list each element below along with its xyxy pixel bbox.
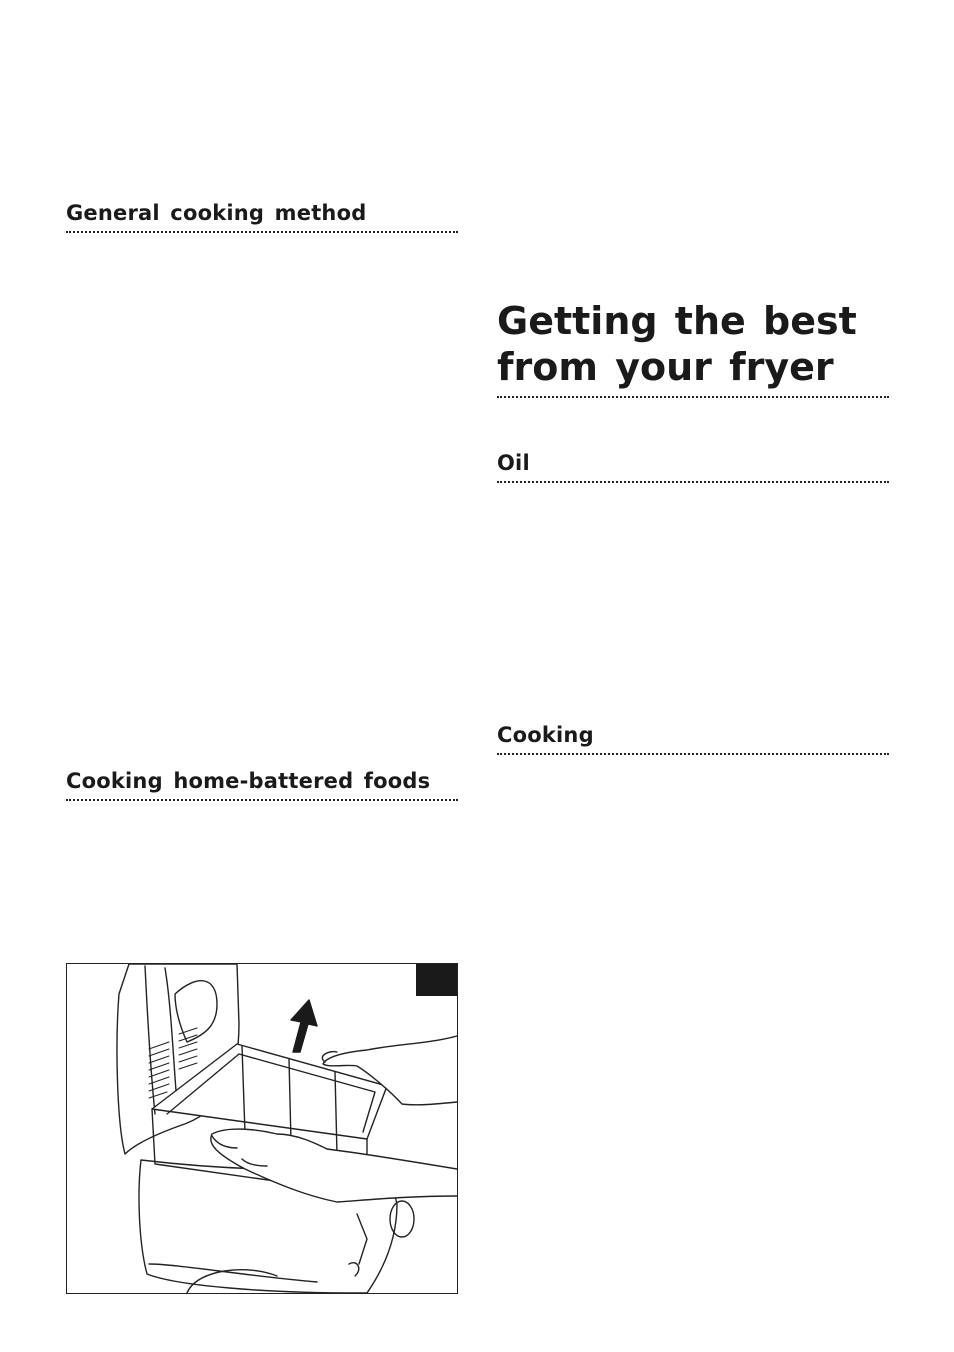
- page-title: [497, 298, 889, 398]
- section-heading-general-cooking-method: General cooking method: [66, 202, 458, 233]
- page-title-line-1: Getting the best: [497, 299, 857, 343]
- section-heading-cooking: Cooking: [497, 724, 889, 755]
- section-heading-cooking-home-battered-foods: Cooking home-battered foods: [66, 770, 458, 801]
- lift-arrow: [291, 1000, 317, 1052]
- figure-number-block: [416, 964, 457, 996]
- fryer-basket-illustration: [66, 963, 458, 1294]
- section-heading-oil: Oil: [497, 452, 889, 483]
- page-title-line-2: from your fryer: [497, 345, 834, 389]
